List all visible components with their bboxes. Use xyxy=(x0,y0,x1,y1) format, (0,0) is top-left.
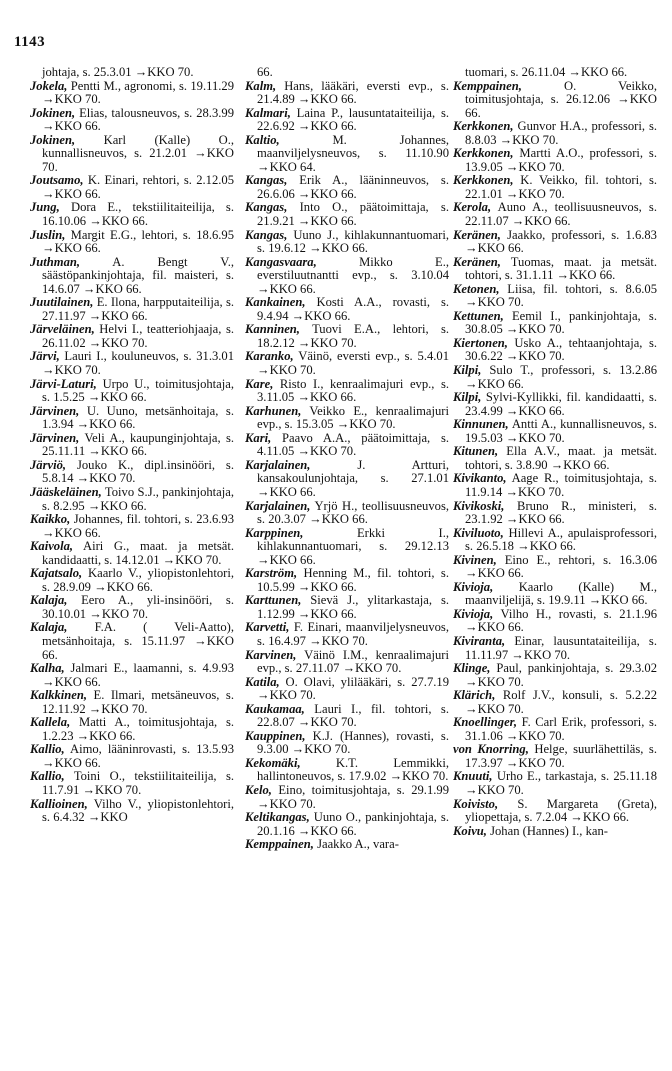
entry-details: tuomari, s. 26.11.04 →KKO 66. xyxy=(465,66,628,79)
entry-surname: Juthman, xyxy=(30,254,81,269)
entry-details: Pentti M., agronomi, s. 19.11.29 →KKO 70. xyxy=(42,78,234,107)
index-entry xyxy=(453,174,657,201)
entry-details: Gunvor H.A., professori, s. 8.8.03 →KKO 70. xyxy=(465,119,657,147)
index-entry xyxy=(30,689,234,716)
entry-details: johtaja, s. 25.3.01 →KKO 70. xyxy=(42,66,194,79)
entry-details: Usko A., tehtaanjohtaja, s. 30.6.22 →KKO 70. xyxy=(465,335,657,364)
entry-surname: Kerkkonen, xyxy=(453,146,514,161)
entry-surname: Kivioja, xyxy=(453,579,494,594)
index-entry xyxy=(245,459,449,500)
index-entry xyxy=(453,798,657,825)
entry-surname: Keränen, xyxy=(453,227,501,242)
entry-surname: Kiviranta, xyxy=(453,633,506,648)
entry-surname: Kalha, xyxy=(30,661,65,676)
entry-surname: Järveläinen, xyxy=(30,322,95,337)
index-entry xyxy=(245,621,449,648)
entry-details: Liisa, fil. tohtori, s. 8.6.05 →KKO 70. xyxy=(465,281,657,310)
index-entry xyxy=(245,350,449,377)
entry-surname: Jokela, xyxy=(30,78,68,93)
index-entry xyxy=(245,567,449,594)
entry-surname: Jokinen, xyxy=(30,132,76,147)
index-entry xyxy=(245,500,449,527)
entry-surname: Karjalainen, xyxy=(245,498,311,513)
entry-details: Eero A., yli-insinööri, s. 30.10.01 →KKO 70. xyxy=(42,593,234,621)
index-entry xyxy=(30,459,234,486)
entry-details: Toivo S.J., pankinjohtaja, s. 8.2.95 →KKO 66. xyxy=(42,484,234,513)
index-entry xyxy=(245,703,449,730)
entry-details: Uuno J., kihlakunnantuomari, s. 19.6.12 →KKO 66. xyxy=(257,227,449,256)
entry-surname: Kitunen, xyxy=(453,444,499,459)
index-entry xyxy=(30,798,234,825)
index-entry xyxy=(30,405,234,432)
index-entry xyxy=(453,743,657,770)
index-entry xyxy=(453,80,657,121)
entry-surname: Ketonen, xyxy=(453,281,500,296)
entry-details: Kaarlo (Kalle) M., maanviljelijä, s. 19.9.11 →KKO 66. xyxy=(465,579,657,608)
entry-surname: Kangas, xyxy=(245,227,288,242)
entry-surname: Kallela, xyxy=(30,715,71,730)
entry-details: Johan (Hannes) I., kan- xyxy=(490,823,608,838)
entry-surname: Kanninen, xyxy=(245,322,300,337)
index-entry xyxy=(245,323,449,350)
index-entry xyxy=(245,838,449,852)
entry-details: Ella A.V., maat. ja metsät. tohtori, s. 3.8.90 →KKO 66. xyxy=(465,444,657,472)
entry-details: Eino, toimitusjohtaja, s. 29.1.99 →KKO 70. xyxy=(257,782,449,811)
entry-details: F. Carl Erik, professori, s. 31.1.06 →KKO 70. xyxy=(465,715,657,743)
entry-details: Väinö I.M., kenraalimajuri evp., s. 27.11.07 →KKO 70. xyxy=(257,647,449,676)
entry-details: Margit E.G., lehtori, s. 18.6.95 →KKO 66. xyxy=(42,227,234,256)
entry-details: Kaarlo V., yliopistonlehtori, s. 28.9.09 →KKO 66. xyxy=(42,566,234,594)
index-entry xyxy=(30,174,234,201)
entry-details: Erkki I., kihlakunnantuomari, s. 29.12.13 →KKO 66. xyxy=(257,525,449,567)
entry-details: Lauri I., fil. tohtori, s. 22.8.07 →KKO 70. xyxy=(257,701,449,730)
entry-surname: Järviö, xyxy=(30,457,67,472)
entry-details: E. Ilmari, metsäneuvos, s. 12.11.92 →KKO 70. xyxy=(42,688,234,716)
index-entry xyxy=(453,554,657,581)
index-entry xyxy=(245,730,449,757)
entry-details: Hillevi A., apulaisprofessori, s. 26.5.18 →KKO 66. xyxy=(465,525,657,554)
index-entry xyxy=(30,432,234,459)
entry-details: U. Uuno, metsänhoitaja, s. 1.3.94 →KKO 66. xyxy=(42,403,234,432)
entry-surname: Kettunen, xyxy=(453,308,504,323)
index-entry xyxy=(453,635,657,662)
entry-details: E. Ilona, harpputaiteilija, s. 27.11.97 →KKO 66. xyxy=(42,295,234,323)
entry-surname: Keränen, xyxy=(453,254,501,269)
entry-details: K.T. Lemmikki, hallintoneuvos, s. 17.9.02 →KKO 70. xyxy=(257,755,449,784)
index-entry xyxy=(30,567,234,594)
index-entry xyxy=(30,66,234,80)
entry-details: A. Bengt V., säästöpankinjohtaja, fil. maisteri, s. 14.6.07 →KKO 66. xyxy=(42,254,234,296)
entry-surname: Kaltio, xyxy=(245,132,280,147)
entry-surname: Karanko, xyxy=(245,349,294,364)
index-entry xyxy=(453,201,657,228)
entry-surname: Kalaja, xyxy=(30,593,68,608)
entry-surname: Juslin, xyxy=(30,227,66,242)
index-entry xyxy=(30,350,234,377)
index-entry xyxy=(453,527,657,554)
entry-details: O. Olavi, ylilääkäri, s. 27.7.19 →KKO 70. xyxy=(257,674,449,703)
entry-details: Veli A., kaupunginjohtaja, s. 25.11.11 →KKO 66. xyxy=(42,430,234,459)
entry-details: Tuovi E.A., lehtori, s. 18.2.12 →KKO 70. xyxy=(257,322,449,350)
entry-details: Kosti A.A., rovasti, s. 9.4.94 →KKO 66. xyxy=(257,295,449,323)
index-entry xyxy=(245,527,449,568)
entry-surname: Joutsamo, xyxy=(30,173,84,188)
index-entry xyxy=(245,811,449,838)
entry-details: Väinö, eversti evp., s. 5.4.01 →KKO 70. xyxy=(257,349,449,378)
entry-surname: Kekomäki, xyxy=(245,755,301,770)
index-entry xyxy=(245,174,449,201)
entry-details: Paavo A.A., päätoimittaja, s. 4.11.05 →KKO 70. xyxy=(257,430,449,459)
entry-surname: Koivu, xyxy=(453,823,487,838)
entry-details: Sievä J., ylitarkastaja, s. 1.12.99 →KKO 66. xyxy=(257,593,449,621)
index-entry xyxy=(30,323,234,350)
entry-surname: Kalm, xyxy=(245,78,277,93)
entry-surname: Kajatsalo, xyxy=(30,566,83,581)
entry-surname: Karvinen, xyxy=(245,647,297,662)
index-entry xyxy=(30,716,234,743)
entry-details: Eino E., rehtori, s. 16.3.06 →KKO 66. xyxy=(465,552,657,581)
entry-details: Helge, suurlähettiläs, s. 17.3.97 →KKO 70. xyxy=(465,742,657,770)
entry-surname: Kiertonen, xyxy=(453,335,508,350)
index-entry xyxy=(30,201,234,228)
entry-surname: Järvinen, xyxy=(30,430,80,445)
index-entry xyxy=(453,391,657,418)
index-entry xyxy=(245,296,449,323)
index-entry xyxy=(453,256,657,283)
entry-surname: Kerkkonen, xyxy=(453,119,514,134)
entry-surname: Kilpi, xyxy=(453,390,482,405)
index-entry xyxy=(453,825,657,839)
index-column-2 xyxy=(245,66,449,852)
entry-details: O. Veikko, toimitusjohtaja, s. 26.12.06 →KKO 66. xyxy=(465,78,657,120)
index-entry xyxy=(453,608,657,635)
entry-details: Aage R., toimitusjohtaja, s. 11.9.14 →KKO 70. xyxy=(465,471,657,499)
index-entry xyxy=(245,784,449,811)
index-entry xyxy=(245,405,449,432)
index-entry xyxy=(453,445,657,472)
entry-details: Matti A., toimitusjohtaja, s. 1.2.23 →KKO 66. xyxy=(42,715,234,743)
index-entry xyxy=(245,134,449,175)
entry-surname: Kauppinen, xyxy=(245,728,306,743)
index-entry xyxy=(453,120,657,147)
entry-details: Einar, lausuntataiteilija, s. 11.11.97 →KKO 70. xyxy=(465,633,657,662)
entry-surname: Kaukamaa, xyxy=(245,701,305,716)
entry-surname: Karhunen, xyxy=(245,403,302,418)
entry-surname: von Knorring, xyxy=(453,742,529,757)
entry-details: Yrjö H., teollisuusneuvos, s. 20.3.07 →KKO 66. xyxy=(257,498,449,527)
index-entry xyxy=(30,540,234,567)
index-column-3 xyxy=(453,66,657,838)
entry-surname: Järvi, xyxy=(30,349,60,364)
index-entry xyxy=(453,229,657,256)
entry-surname: Knoellinger, xyxy=(453,715,518,730)
index-entry xyxy=(245,432,449,459)
entry-surname: Kemppainen, xyxy=(245,837,314,852)
index-entry xyxy=(245,256,449,297)
entry-surname: Kangas, xyxy=(245,200,288,215)
index-entry xyxy=(30,743,234,770)
entry-surname: Karström, xyxy=(245,566,298,581)
entry-surname: Karppinen, xyxy=(245,525,304,540)
index-entry xyxy=(245,757,449,784)
entry-surname: Kalmari, xyxy=(245,105,291,120)
entry-details: K. Einari, rehtori, s. 2.12.05 →KKO 66. xyxy=(42,173,234,201)
entry-details: Into O., päätoimittaja, s. 21.9.21 →KKO 66. xyxy=(257,200,449,229)
entry-surname: Kivikoski, xyxy=(453,498,505,513)
entry-surname: Kallioinen, xyxy=(30,796,88,811)
entry-details: Eemil I., pankinjohtaja, s. 30.8.05 →KKO 70. xyxy=(465,308,657,337)
entry-details: Sylvi-Kyllikki, fil. kandidaatti, s. 23.4.99 →KKO 66. xyxy=(465,390,657,418)
index-entry xyxy=(30,594,234,621)
index-entry xyxy=(30,256,234,297)
entry-details: Urpo U., toimitusjohtaja, s. 1.5.25 →KKO 66. xyxy=(42,376,234,405)
entry-details: Uuno O., pankinjohtaja, s. 20.1.16 →KKO 66. xyxy=(257,810,449,838)
entry-surname: Kallio, xyxy=(30,769,65,784)
entry-details: Elias, talousneuvos, s. 28.3.99 →KKO 66. xyxy=(42,105,234,134)
entry-details: 66. xyxy=(257,66,273,79)
entry-surname: Jung, xyxy=(30,200,60,215)
entry-details: Jaakko, professori, s. 1.6.83 →KKO 66. xyxy=(465,227,657,256)
index-entry xyxy=(30,229,234,256)
index-entry xyxy=(245,107,449,134)
entry-details: Airi G., maat. ja metsät. kandidaatti, s. 14.12.01 →KKO 70. xyxy=(42,539,234,567)
entry-details: Lauri I., kouluneuvos, s. 31.3.01 →KKO 70. xyxy=(42,349,234,378)
entry-details: Henning M., fil. tohtori, s. 10.5.99 →KKO 66. xyxy=(257,566,449,594)
entry-details: Vilho H., rovasti, s. 21.1.96 →KKO 66. xyxy=(465,606,657,635)
entry-surname: Juutilainen, xyxy=(30,295,94,310)
entry-details: Johannes, fil. tohtori, s. 23.6.93 →KKO 66. xyxy=(42,512,234,540)
index-entry xyxy=(245,649,449,676)
index-entry xyxy=(30,80,234,107)
index-entry xyxy=(245,201,449,228)
entry-surname: Karttunen, xyxy=(245,593,302,608)
index-entry xyxy=(453,337,657,364)
entry-surname: Klinge, xyxy=(453,661,491,676)
entry-surname: Kankainen, xyxy=(245,295,306,310)
entry-details: Sulo T., professori, s. 13.2.86 →KKO 66. xyxy=(465,363,657,391)
index-entry xyxy=(453,716,657,743)
entry-surname: Kangas, xyxy=(245,173,288,188)
entry-surname: Keltikangas, xyxy=(245,810,310,825)
entry-surname: Karvetti, xyxy=(245,620,290,635)
entry-surname: Kalaja, xyxy=(30,620,68,635)
index-entry xyxy=(453,689,657,716)
entry-surname: Karjalainen, xyxy=(245,457,311,472)
index-entry xyxy=(453,581,657,608)
entry-surname: Kinnunen, xyxy=(453,417,509,432)
entry-surname: Jääskeläinen, xyxy=(30,484,102,499)
entry-details: Auno A., teollisuusneuvos, s. 22.11.07 →KKO 66. xyxy=(465,200,657,229)
index-entry xyxy=(453,500,657,527)
entry-details: Antti A., kunnallisneuvos, s. 19.5.03 →KKO 70. xyxy=(465,417,657,445)
entry-details: Laina P., lausuntataiteilija, s. 22.6.92 →KKO 66. xyxy=(257,105,449,134)
index-entry xyxy=(30,662,234,689)
page-number: 1143 xyxy=(14,34,46,50)
entry-surname: Kangasvaara, xyxy=(245,254,317,269)
entry-details: J. Artturi, kansakoulunjohtaja, s. 27.1.01 →KKO 66. xyxy=(257,457,449,499)
entry-surname: Järvi-Laturi, xyxy=(30,376,97,391)
entry-surname: Kari, xyxy=(245,430,272,445)
index-entry xyxy=(245,66,449,80)
entry-details: Tuomas, maat. ja metsät. tohtori, s. 31.1.11 →KKO 66. xyxy=(465,254,657,283)
entry-surname: Katila, xyxy=(245,674,280,689)
index-entry xyxy=(30,621,234,662)
entry-details: Helvi I., teatteriohjaaja, s. 26.11.02 →KKO 70. xyxy=(42,322,234,350)
index-entry xyxy=(245,80,449,107)
entry-details: F.A. ( Veli-Aatto), metsänhoitaja, s. 15.11.97 →KKO 66. xyxy=(42,620,234,662)
entry-surname: Kilpi, xyxy=(453,363,482,378)
index-entry xyxy=(453,66,657,80)
entry-details: Jalmari E., laamanni, s. 4.9.93 →KKO 66. xyxy=(42,661,234,689)
entry-surname: Kalkkinen, xyxy=(30,688,88,703)
entry-details: K. Veikko, fil. tohtori, s. 22.1.01 →KKO 70. xyxy=(465,173,657,201)
entry-details: F. Einari, maanviljelysneuvos, s. 16.4.97 →KKO 70. xyxy=(257,620,449,648)
entry-surname: Kare, xyxy=(245,376,274,391)
entry-details: Rolf J.V., konsuli, s. 5.2.22 →KKO 70. xyxy=(465,688,657,716)
entry-surname: Kallio, xyxy=(30,742,65,757)
index-entry xyxy=(453,662,657,689)
index-entry xyxy=(30,486,234,513)
entry-details: Jouko K., dipl.insinööri, s. 5.8.14 →KKO 70. xyxy=(42,457,234,486)
entry-surname: Kerkkonen, xyxy=(453,173,514,188)
index-entry xyxy=(245,229,449,256)
index-entry xyxy=(453,283,657,310)
index-entry xyxy=(30,513,234,540)
entry-details: Urho E., tarkastaja, s. 25.11.18 →KKO 70. xyxy=(465,769,657,797)
entry-surname: Kivikanto, xyxy=(453,471,507,486)
entry-details: Risto I., kenraalimajuri evp., s. 3.11.05 →KKO 66. xyxy=(257,376,449,405)
entry-surname: Kerola, xyxy=(453,200,492,215)
index-entry xyxy=(453,418,657,445)
entry-details: Dora E., tekstiilitaiteilija, s. 16.10.06 →KKO 66. xyxy=(42,200,234,229)
entry-surname: Koivisto, xyxy=(453,796,499,811)
entry-details: Vilho V., yliopistonlehtori, s. 6.4.32 →KKO xyxy=(42,796,234,825)
index-entry xyxy=(453,310,657,337)
entry-details: Karl (Kalle) O., kunnallisneuvos, s. 21.2.01 →KKO 70. xyxy=(42,132,234,174)
index-entry xyxy=(30,296,234,323)
entry-surname: Kaivola, xyxy=(30,539,74,554)
entry-surname: Järvinen, xyxy=(30,403,80,418)
entry-details: Bruno R., ministeri, s. 23.1.92 →KKO 66. xyxy=(465,498,657,527)
entry-details: Paul, pankinjohtaja, s. 29.3.02 →KKO 70. xyxy=(465,661,657,689)
entry-details: Toini O., tekstiilitaiteilija, s. 11.7.91 →KKO 70. xyxy=(42,769,234,797)
index-entry xyxy=(30,107,234,134)
entry-surname: Knuuti, xyxy=(453,769,493,784)
entry-details: S. Margareta (Greta), yliopettaja, s. 7.2.04 →KKO 66. xyxy=(465,796,657,825)
index-entry xyxy=(245,378,449,405)
index-entry xyxy=(453,770,657,797)
entry-surname: Kaikko, xyxy=(30,512,71,527)
index-entry xyxy=(30,770,234,797)
index-entry xyxy=(453,364,657,391)
index-entry xyxy=(453,147,657,174)
entry-details: Hans, lääkäri, eversti evp., s. 21.4.89 →KKO 66. xyxy=(257,78,449,107)
entry-details: Martti A.O., professori, s. 13.9.05 →KKO 70. xyxy=(465,146,657,174)
index-entry xyxy=(245,594,449,621)
entry-details: Jaakko A., vara- xyxy=(317,837,399,852)
entry-surname: Kivioja, xyxy=(453,606,494,621)
entry-surname: Jokinen, xyxy=(30,105,76,120)
entry-details: M. Johannes, maanviljelysneuvos, s. 11.10.90 →KKO 64. xyxy=(257,132,449,174)
entry-details: Mikko E., everstiluutnantti evp., s. 3.10.04 →KKO 66. xyxy=(257,254,449,296)
entry-surname: Kiviluoto, xyxy=(453,525,504,540)
index-entry xyxy=(453,472,657,499)
index-entry xyxy=(30,378,234,405)
entry-surname: Kivinen, xyxy=(453,552,497,567)
index-column-1 xyxy=(30,66,234,825)
entry-details: Erik A., lääninneuvos, s. 26.6.06 →KKO 66. xyxy=(257,173,449,201)
entry-surname: Kelo, xyxy=(245,782,272,797)
entry-details: Aimo, lääninrovasti, s. 13.5.93 →KKO 66. xyxy=(42,742,234,770)
index-entry xyxy=(30,134,234,175)
entry-surname: Kemppainen, xyxy=(453,78,522,93)
index-entry xyxy=(245,676,449,703)
entry-details: K.J. (Hannes), rovasti, s. 9.3.00 →KKO 70. xyxy=(257,728,449,757)
entry-surname: Klärich, xyxy=(453,688,496,703)
entry-details: Veikko E., kenraalimajuri evp., s. 15.3.05 →KKO 70. xyxy=(257,403,449,432)
